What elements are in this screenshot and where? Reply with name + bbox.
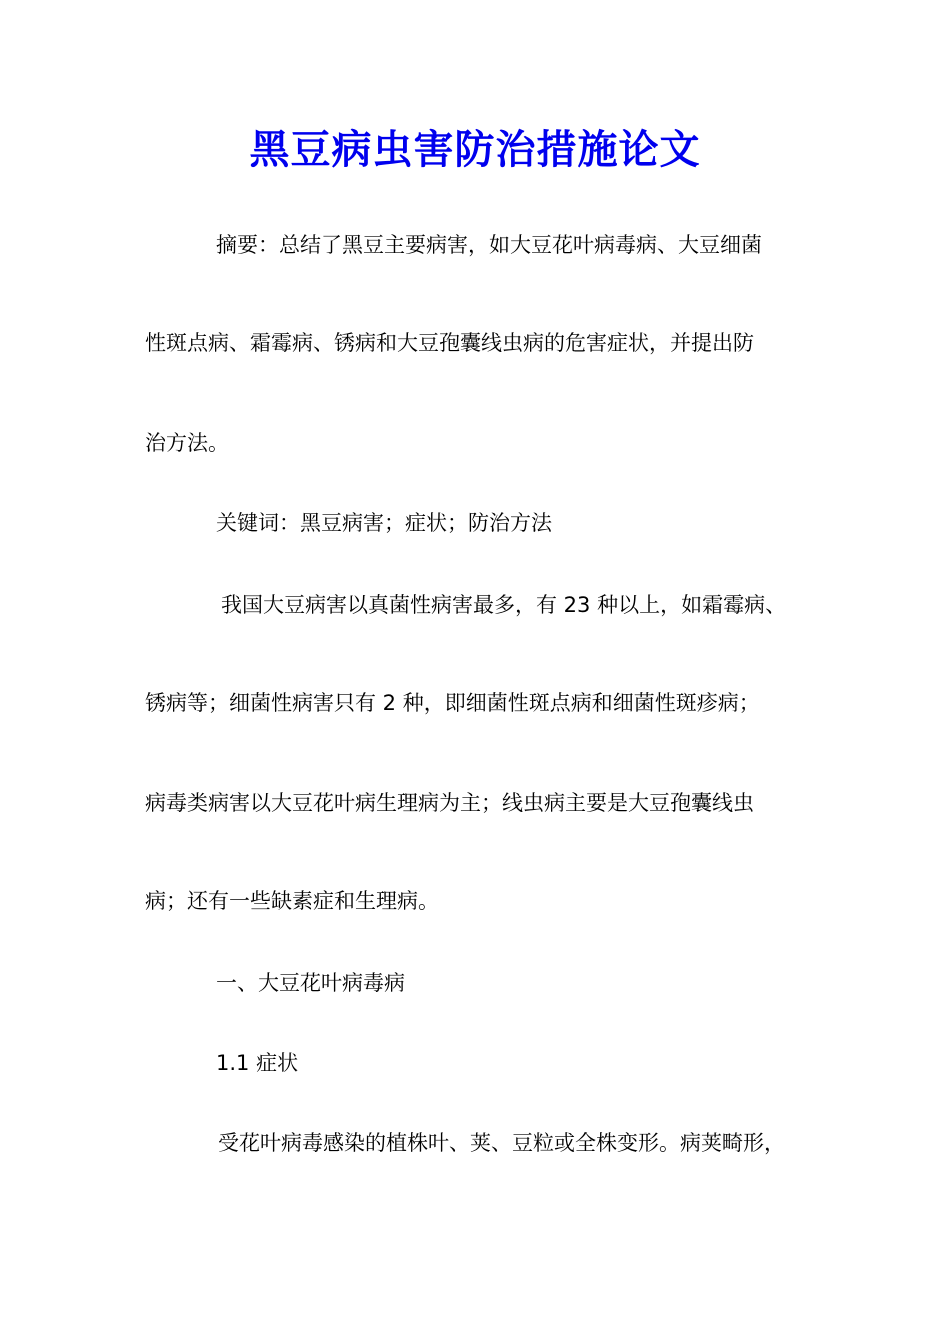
keywords-line: 关键词：黑豆病害；症状；防治方法 [216, 511, 552, 535]
section-heading: 一、大豆花叶病毒病 [216, 971, 405, 995]
abstract-line-1: 摘要：总结了黑豆主要病害，如大豆花叶病毒病、大豆细菌 [216, 233, 762, 257]
intro-line-3: 病毒类病害以大豆花叶病生理病为主；线虫病主要是大豆孢囊线虫 [145, 791, 754, 815]
intro-line-4: 病；还有一些缺素症和生理病。 [145, 889, 439, 913]
intro-line-2: 锈病等；细菌性病害只有 2 种，即细菌性斑点病和细菌性斑疹病； [145, 691, 760, 715]
document-title: 黑豆病虫害防治措施论文 [249, 126, 701, 173]
body-line: 受花叶病毒感染的植株叶、荚、豆粒或全株变形。病荚畸形， [218, 1131, 785, 1155]
abstract-line-3: 治方法。 [145, 431, 229, 455]
abstract-line-2: 性斑点病、霜霉病、锈病和大豆孢囊线虫病的危害症状，并提出防 [145, 331, 754, 355]
intro-line-1: 我国大豆病害以真菌性病害最多，有 23 种以上，如霜霉病、 [221, 593, 787, 617]
subsection-heading: 1.1 症状 [216, 1051, 299, 1075]
